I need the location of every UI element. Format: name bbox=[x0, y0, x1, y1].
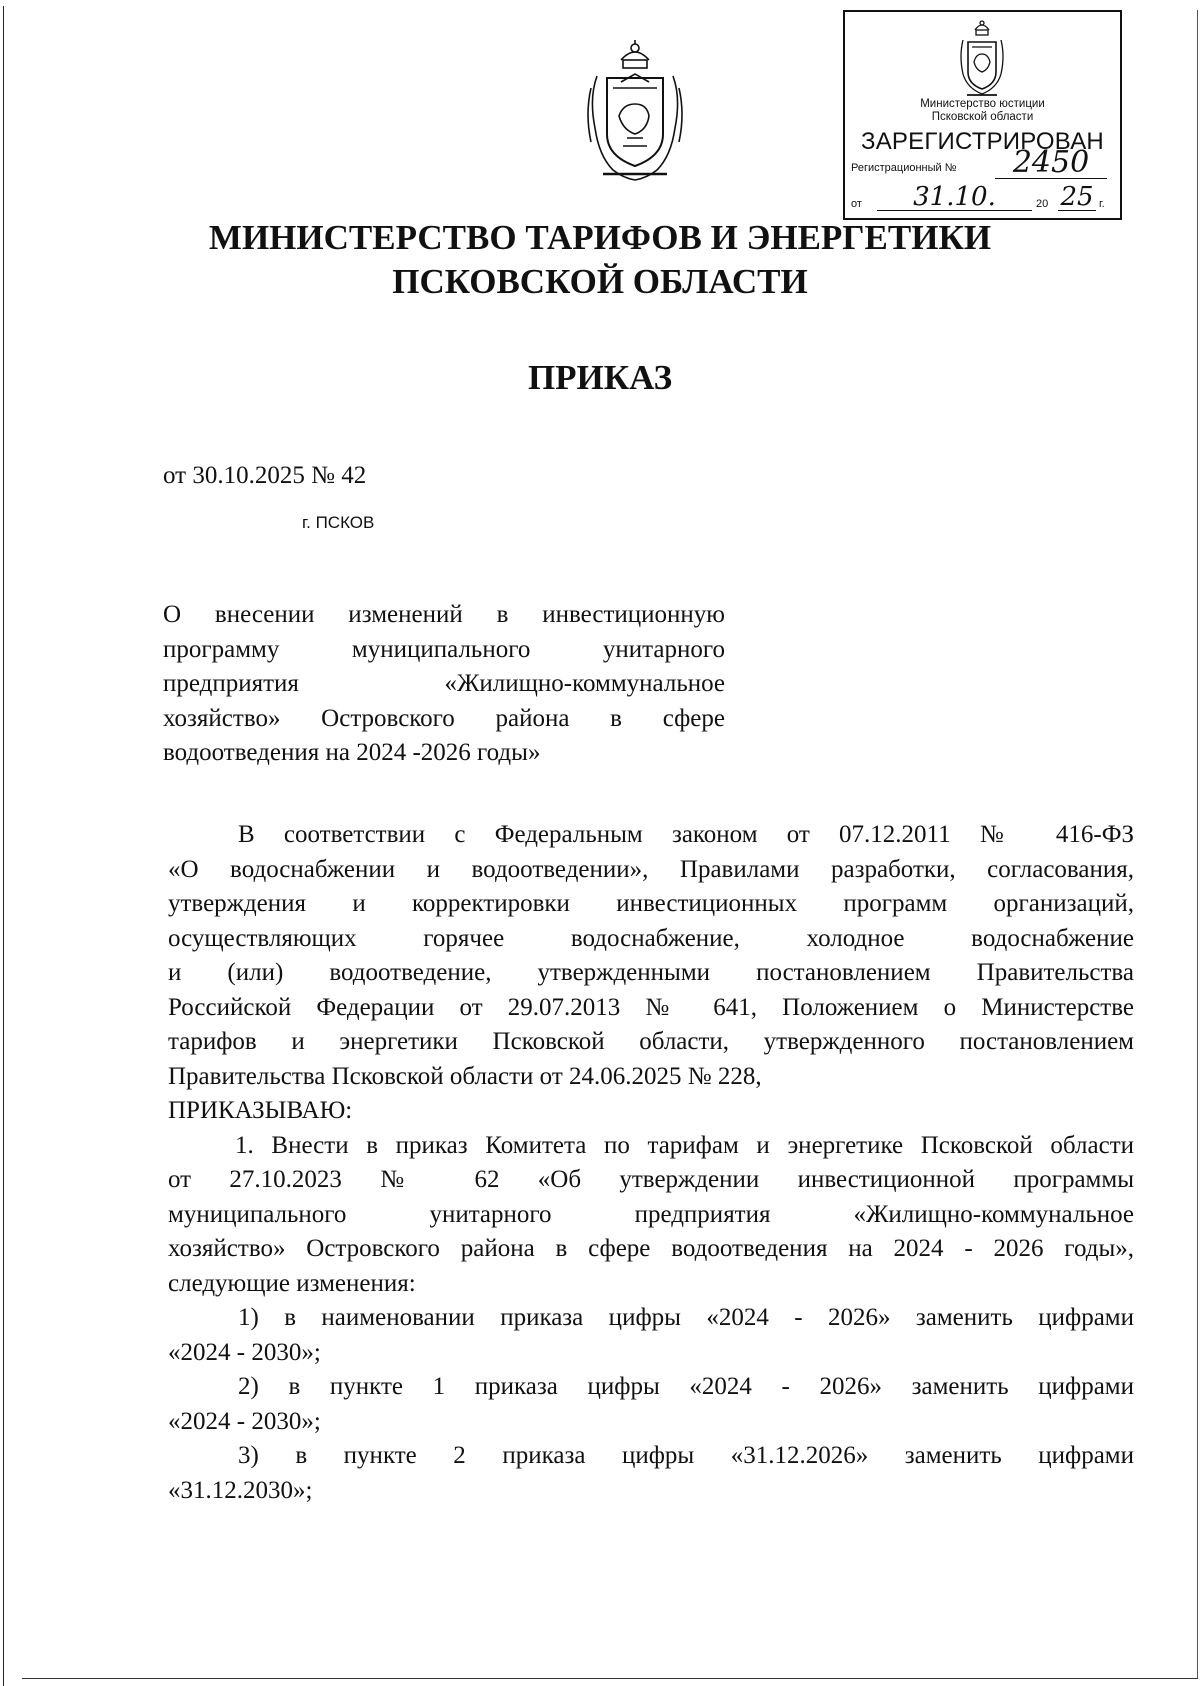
document-type: ПРИКАЗ bbox=[527, 358, 673, 397]
stamp-ministry-name bbox=[845, 98, 1120, 124]
list-item: 3) в пункте 2 приказа цифры «31.12.2026» заменить цифрами bbox=[238, 1442, 1134, 1469]
stamp-year-suffix: г. bbox=[1099, 198, 1105, 210]
body-line: Правительства Псковской области от 24.06.2025 № 228, bbox=[168, 1062, 762, 1090]
list-item-continuation: «31.12.2030»; bbox=[168, 1476, 313, 1504]
list-item-continuation: «2024 - 2030»; bbox=[168, 1407, 321, 1435]
stamp-date-value: 31.10. bbox=[877, 184, 1032, 211]
subject-line: программу муниципального унитарного bbox=[163, 635, 725, 663]
order-date-number: от 30.10.2025 № 42 bbox=[163, 462, 367, 489]
body-line: и (или) водоотведение, утвержденными постановлением Правительства bbox=[168, 959, 1134, 986]
body-line: утверждения и корректировки инвестиционных программ организаций, bbox=[168, 890, 1134, 917]
body-line: Российской Федерации от 29.07.2013 № 641, Положением о Министерстве bbox=[168, 993, 1134, 1021]
scan-frame-left bbox=[3, 6, 4, 1686]
subject-line: О внесении изменений в инвестиционную bbox=[163, 601, 725, 628]
scan-frame-bottom bbox=[22, 1678, 1198, 1679]
body-line: 1. Внести в приказ Комитета по тарифам и энергетике Псковской области bbox=[235, 1131, 1134, 1159]
body-line: хозяйство» Островского района в сфере водоотведения на 2024 - 2026 годы», bbox=[168, 1235, 1134, 1262]
subject-line: водоотведения на 2024 -2026 годы» bbox=[163, 739, 541, 766]
order-city: г. ПСКОВ bbox=[302, 513, 375, 532]
list-item-continuation: «2024 - 2030»; bbox=[168, 1338, 321, 1366]
ministry-title-line2: ПСКОВСКОЙ ОБЛАСТИ bbox=[392, 262, 808, 301]
order-body bbox=[168, 818, 1134, 1508]
stamp-year-prefix: 20 bbox=[1036, 198, 1049, 210]
stamp-status: ЗАРЕГИСТРИРОВАН bbox=[861, 128, 1104, 155]
subject-line: хозяйство» Островского района в сфере bbox=[163, 704, 725, 732]
subject-line: предприятия «Жилищно-коммунальное bbox=[163, 670, 725, 697]
stamp-reg-number: 2450 bbox=[995, 148, 1107, 179]
body-line: В соответствии с Федеральным законом от 07.12.2011 № 416-ФЗ bbox=[238, 821, 1134, 848]
stamp-emblem-icon bbox=[957, 16, 1007, 98]
body-line: тарифов и энергетики Псковской области, утвержденного постановлением bbox=[168, 1028, 1134, 1055]
order-subject bbox=[163, 598, 725, 771]
body-line: от 27.10.2023 № 62 «Об утверждении инвестиционной программы bbox=[168, 1166, 1134, 1193]
registration-stamp bbox=[843, 10, 1122, 220]
scan-frame-right bbox=[1197, 10, 1198, 1678]
list-item: 2) в пункте 1 приказа цифры «2024 - 2026» заменить цифрами bbox=[238, 1373, 1134, 1400]
list-item: 1) в наименовании приказа цифры «2024 - 2026» заменить цифрами bbox=[238, 1304, 1134, 1331]
body-line: муниципального унитарного предприятия «Жилищно-коммунальное bbox=[168, 1200, 1134, 1228]
body-line: следующие изменения: bbox=[168, 1269, 416, 1297]
body-line: осуществляющих горячее водоснабжение, холодное водоснабжение bbox=[168, 924, 1134, 952]
order-directive: ПРИКАЗЫВАЮ: bbox=[168, 1097, 353, 1124]
stamp-ministry-line2: Псковской области bbox=[931, 111, 1034, 123]
coat-of-arms-icon bbox=[583, 38, 687, 184]
stamp-year-value: 25 bbox=[1058, 184, 1096, 211]
ministry-title-line1: МИНИСТЕРСТВО ТАРИФОВ И ЭНЕРГЕТИКИ bbox=[208, 218, 992, 257]
body-line: «О водоснабжении и водоотведении», Правилами разработки, согласования, bbox=[168, 855, 1134, 883]
stamp-reg-label: Регистрационный № bbox=[851, 162, 957, 174]
stamp-date-prefix: от bbox=[851, 198, 862, 210]
stamp-ministry-line1: Министерство юстиции bbox=[920, 98, 1045, 110]
